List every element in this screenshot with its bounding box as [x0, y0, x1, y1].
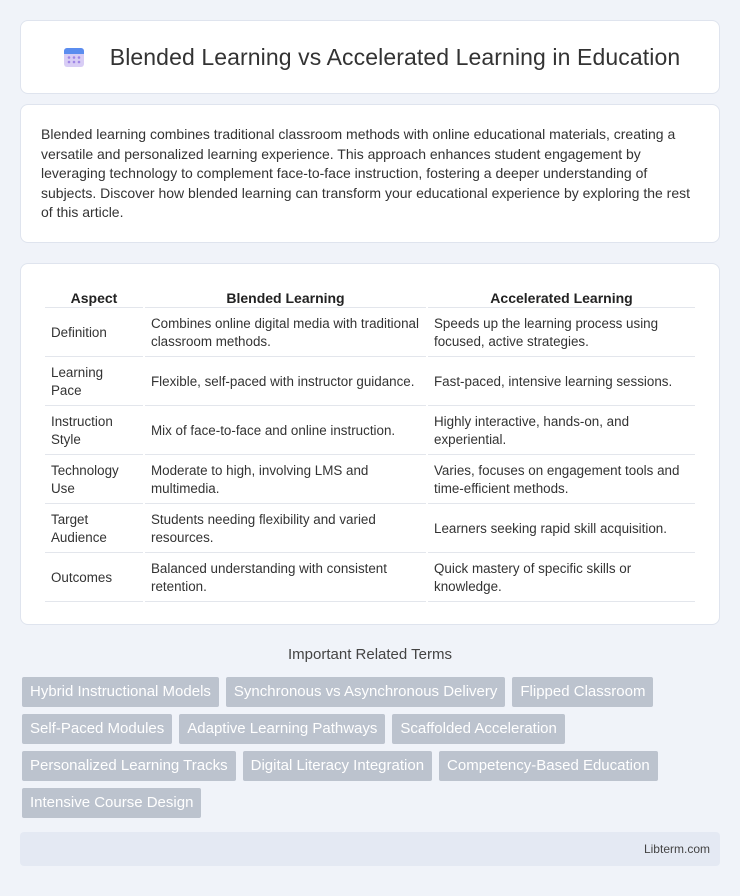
accelerated-cell: Learners seeking rapid skill acquisition. — [428, 506, 695, 553]
blended-cell: Flexible, self-paced with instructor guidance. — [145, 359, 426, 406]
table-row — [45, 310, 695, 357]
table-header-row — [45, 288, 695, 308]
aspect-cell: Definition — [45, 310, 143, 357]
related-terms-title: Important Related Terms — [288, 646, 452, 663]
accelerated-cell: Varies, focuses on engagement tools and time-efficient methods. — [428, 457, 695, 504]
accelerated-cell: Fast-paced, intensive learning sessions. — [428, 359, 695, 406]
calendar-icon — [60, 43, 88, 71]
header-card — [20, 20, 720, 94]
blended-cell: Moderate to high, involving LMS and multimedia. — [145, 457, 426, 504]
table-row — [45, 555, 695, 602]
blended-cell: Combines online digital media with traditional classroom methods. — [145, 310, 426, 357]
column-header-blended: Blended Learning — [145, 288, 426, 308]
aspect-cell: Technology Use — [45, 457, 143, 504]
related-term-tag[interactable]: Competency-Based Education — [439, 751, 658, 781]
table-row — [45, 408, 695, 455]
related-term-tag[interactable]: Intensive Course Design — [22, 788, 201, 818]
related-terms-list — [22, 677, 722, 818]
intro-text: Blended learning combines traditional classroom methods with online educational materials, creating a versatile and personalized learning experience. This approach enhances student engagement by leveraging technology to complement face-to-face instruction, fostering a deeper understanding of subjects. Discover how blended learning can transform your educational experience by exploring the rest of this article. — [41, 126, 691, 221]
blended-cell: Mix of face-to-face and online instruction. — [145, 408, 426, 455]
page-title: Blended Learning vs Accelerated Learning in Education — [109, 43, 681, 70]
related-term-tag[interactable]: Flipped Classroom — [512, 677, 653, 707]
related-term-tag[interactable]: Digital Literacy Integration — [243, 751, 432, 781]
comparison-table-card — [20, 263, 720, 625]
blended-cell: Balanced understanding with consistent retention. — [145, 555, 426, 602]
related-term-tag[interactable]: Adaptive Learning Pathways — [179, 714, 385, 744]
related-term-tag[interactable]: Scaffolded Acceleration — [392, 714, 565, 744]
comparison-table — [43, 286, 697, 604]
intro-card — [20, 104, 720, 243]
related-term-tag[interactable]: Synchronous vs Asynchronous Delivery — [226, 677, 505, 707]
accelerated-cell: Speeds up the learning process using focused, active strategies. — [428, 310, 695, 357]
table-row — [45, 457, 695, 504]
footer — [20, 832, 720, 866]
related-term-tag[interactable]: Self-Paced Modules — [22, 714, 172, 744]
blended-cell: Students needing flexibility and varied resources. — [145, 506, 426, 553]
table-row — [45, 359, 695, 406]
column-header-accelerated: Accelerated Learning — [428, 288, 695, 308]
aspect-cell: Outcomes — [45, 555, 143, 602]
column-header-aspect: Aspect — [45, 288, 143, 308]
aspect-cell: Learning Pace — [45, 359, 143, 406]
related-term-tag[interactable]: Hybrid Instructional Models — [22, 677, 219, 707]
table-row — [45, 506, 695, 553]
related-term-tag[interactable]: Personalized Learning Tracks — [22, 751, 236, 781]
aspect-cell: Target Audience — [45, 506, 143, 553]
footer-site[interactable]: Libterm.com — [643, 842, 710, 856]
aspect-cell: Instruction Style — [45, 408, 143, 455]
accelerated-cell: Quick mastery of specific skills or knowledge. — [428, 555, 695, 602]
accelerated-cell: Highly interactive, hands-on, and experiential. — [428, 408, 695, 455]
